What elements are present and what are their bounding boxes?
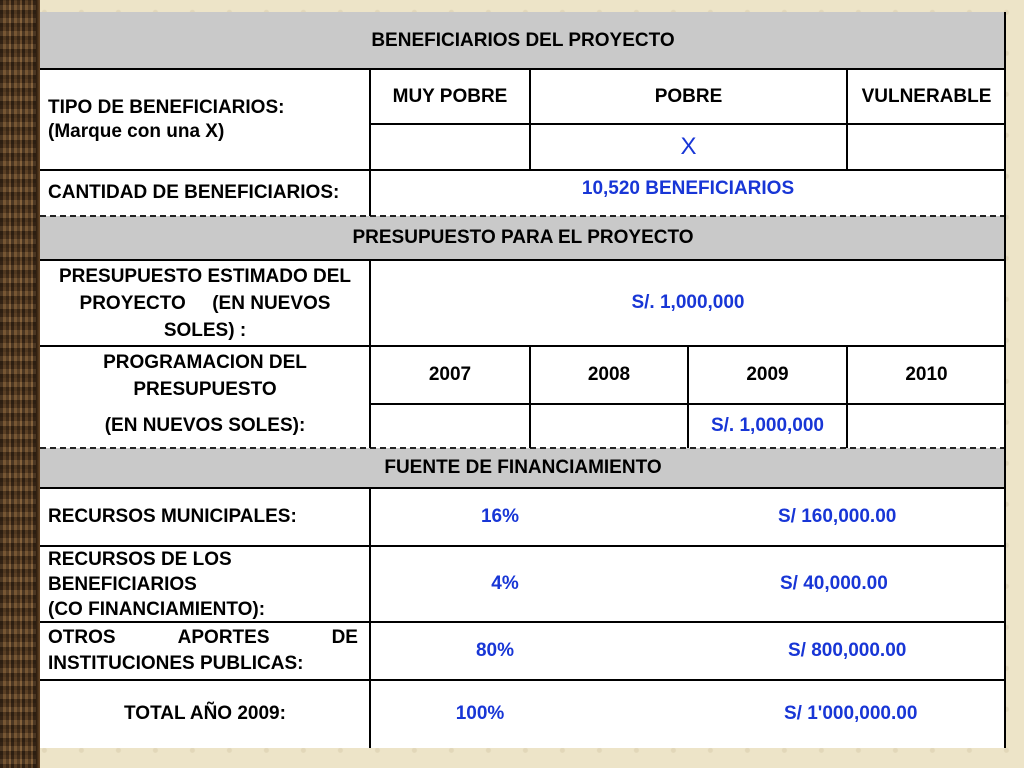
grid-line bbox=[40, 679, 1006, 681]
grid-line bbox=[40, 169, 1006, 171]
estimado-value: S/. 1,000,000 bbox=[631, 292, 745, 313]
col-muy-pobre: MUY POBRE bbox=[392, 85, 508, 107]
beneficiarios-percent: 4% bbox=[491, 573, 519, 594]
grid-line bbox=[40, 487, 1006, 489]
total-amount: S/ 1'000,000.00 bbox=[784, 703, 918, 724]
grid-line-dashed bbox=[40, 215, 1006, 217]
otros-percent: 80% bbox=[475, 640, 515, 661]
grid-line bbox=[40, 259, 1006, 261]
grid-line bbox=[40, 621, 1006, 623]
beneficiarios-amount: S/ 40,000.00 bbox=[780, 573, 888, 594]
tipo-label-line1: TIPO DE BENEFICIARIOS: bbox=[48, 96, 285, 118]
grid-line bbox=[40, 345, 1006, 347]
col-vulnerable: VULNERABLE bbox=[861, 85, 992, 107]
grid-line bbox=[40, 68, 1006, 70]
project-sheet bbox=[40, 12, 1006, 748]
total-label: TOTAL AÑO 2009: bbox=[124, 703, 286, 724]
col-pobre: POBRE bbox=[654, 85, 723, 107]
section-title: BENEFICIARIOS DEL PROYECTO bbox=[371, 29, 675, 51]
value-2009: S/. 1,000,000 bbox=[710, 415, 825, 436]
programacion-unit: (EN NUEVOS SOLES): bbox=[104, 415, 306, 436]
section-beneficiarios bbox=[40, 12, 1006, 69]
section-presupuesto bbox=[40, 216, 1006, 260]
section-title: PRESUPUESTO PARA EL PROYECTO bbox=[352, 227, 694, 248]
otros-amount: S/ 800,000.00 bbox=[788, 640, 907, 661]
mark-vulnerable[interactable] bbox=[847, 124, 1006, 170]
grid-line bbox=[40, 545, 1006, 547]
year-2010: 2010 bbox=[905, 364, 948, 385]
grid-line bbox=[846, 346, 848, 448]
grid-line bbox=[529, 69, 531, 170]
grid-line bbox=[369, 260, 371, 448]
x-mark: X bbox=[680, 133, 697, 160]
tipo-label bbox=[40, 69, 370, 170]
otros-label: OTROS APORTES DE INSTITUCIONES PUBLICAS: bbox=[48, 627, 358, 674]
cantidad-label: CANTIDAD DE BENEFICIARIOS: bbox=[48, 182, 340, 203]
programacion-label: PROGRAMACION DEL PRESUPUESTO bbox=[103, 352, 307, 400]
mark-pobre[interactable] bbox=[530, 124, 847, 170]
total-percent: 100% bbox=[455, 703, 505, 724]
grid-line bbox=[370, 123, 1006, 125]
municipales-percent: 16% bbox=[480, 506, 520, 527]
year-2008: 2008 bbox=[587, 364, 631, 385]
beneficiarios-label: RECURSOS DE LOS BENEFICIARIOS (CO FINANCIAMIENTO): bbox=[48, 548, 266, 620]
grid-line-dashed bbox=[40, 447, 1006, 449]
grid-line bbox=[369, 488, 371, 748]
grid-line bbox=[369, 69, 371, 216]
municipales-amount: S/ 160,000.00 bbox=[778, 506, 897, 527]
grid-line bbox=[687, 346, 689, 448]
estimado-label: PRESUPUESTO ESTIMADO DEL PROYECTO (EN NUEVOS SOLES) : bbox=[58, 265, 352, 341]
municipales-label: RECURSOS MUNICIPALES: bbox=[48, 506, 297, 527]
mark-muy-pobre[interactable] bbox=[370, 124, 530, 170]
section-fuente bbox=[40, 448, 1006, 488]
grid-line bbox=[846, 69, 848, 170]
tipo-label-line2: (Marque con una X) bbox=[48, 120, 225, 142]
year-2007: 2007 bbox=[428, 364, 472, 385]
grid-line bbox=[529, 346, 531, 448]
wood-border bbox=[0, 0, 40, 768]
year-2009: 2009 bbox=[746, 364, 789, 385]
cantidad-value: 10,520 BENEFICIARIOS bbox=[581, 178, 795, 199]
section-title: FUENTE DE FINANCIAMIENTO bbox=[384, 457, 662, 478]
grid-line bbox=[1004, 12, 1006, 748]
